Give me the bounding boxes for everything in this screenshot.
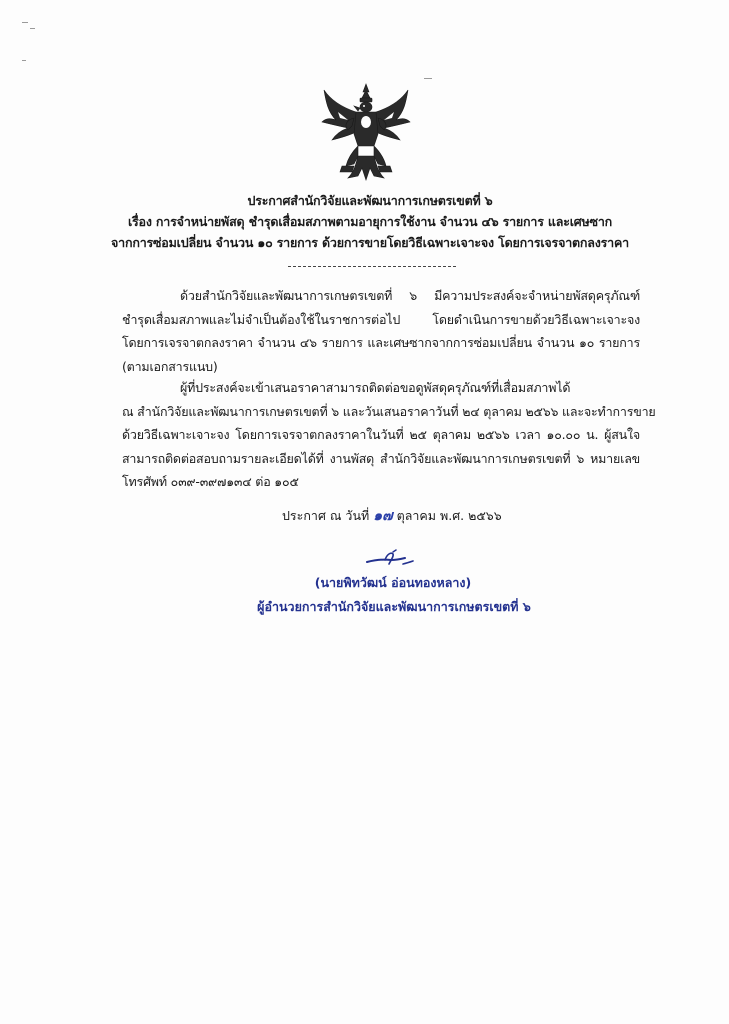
paragraph-line: ด้วยวิธีเฉพาะเจาะจง โดยการเจรจาตกลงราคาในวันที่ ๒๕ ตุลาคม ๒๕๖๖ เวลา ๑๐.๐๐ น. ผู้สนใจ <box>122 427 640 442</box>
paragraph-line: ผู้ที่ประสงค์จะเข้าเสนอราคาสามารถติดต่อขอดูพัสดุครุภัณฑ์ที่เสื่อมสภาพได้ <box>180 380 571 395</box>
garuda-emblem-icon <box>318 82 414 182</box>
date-day: ๑๗ <box>373 508 393 524</box>
paragraph-line: (ตามเอกสารแนบ) <box>122 358 218 374</box>
paragraph-line: ชำรุดเสื่อมสภาพและไม่จำเป็นต้องใช้ในราชการต่อไป โดยดำเนินการขายด้วยวิธีเฉพาะเจาะจง <box>122 311 640 327</box>
date-suffix: ตุลาคม พ.ศ. ๒๕๖๖ <box>396 508 502 523</box>
title-heading: ประกาศสำนักวิจัยและพัฒนาการเกษตรเขตที่ ๖ <box>247 193 493 208</box>
signer-position: ผู้อำนวยการสำนักวิจัยและพัฒนาการเกษตรเขตที่ ๖ <box>257 599 531 614</box>
signer-name: (นายพิทวัฒน์ อ่อนทองหลาง) <box>314 575 472 590</box>
scan-speck <box>424 78 432 79</box>
paragraph-intent <box>122 284 640 378</box>
announcement-title <box>90 190 650 253</box>
handwritten-signature-icon <box>365 546 415 570</box>
paragraph-line: ณ สำนักวิจัยและพัฒนาการเกษตรเขตที่ ๖ และวันเสนอราคาวันที่ ๒๔ ตุลาคม ๒๕๖๖ และจะทำการขาย <box>122 403 656 419</box>
paragraph-line: ด้วยสำนักวิจัยและพัฒนาการเกษตรเขตที่ ๖ มีความประสงค์จะจำหน่ายพัสดุครุภัณฑ์ <box>180 288 640 303</box>
announcement-date <box>282 505 502 527</box>
scan-speck <box>30 28 35 29</box>
scan-speck <box>22 60 26 61</box>
date-prefix: ประกาศ ณ วันที่ <box>282 508 370 523</box>
paragraph-line: โทรศัพท์ ๐๓๙-๓๙๗๑๓๔ ต่อ ๑๐๕ <box>122 474 299 489</box>
paragraph-line: สามารถติดต่อสอบถามรายละเอียดได้ที่ งานพัสดุ สำนักวิจัยและพัฒนาการเกษตรเขตที่ ๖ หมายเลข <box>122 450 640 466</box>
title-divider <box>288 266 456 267</box>
paragraph-line: โดยการเจรจาตกลงราคา จำนวน ๔๖ รายการ และเศษซากจากการซ่อมเปลี่ยน จำนวน ๑๐ รายการ <box>122 335 640 350</box>
scan-speck <box>22 22 28 23</box>
title-subject: เรื่อง การจำหน่ายพัสดุ ชำรุดเสื่อมสภาพตามอายุการใช้งาน จำนวน ๔๖ รายการ และเศษซาก <box>127 214 613 229</box>
paragraph-bidding-details <box>122 376 656 494</box>
title-subject-continued: จากการซ่อมเปลี่ยน จำนวน ๑๐ รายการ ด้วยการขายโดยวิธีเฉพาะเจาะจง โดยการเจรจาตกลงราคา <box>111 235 629 250</box>
